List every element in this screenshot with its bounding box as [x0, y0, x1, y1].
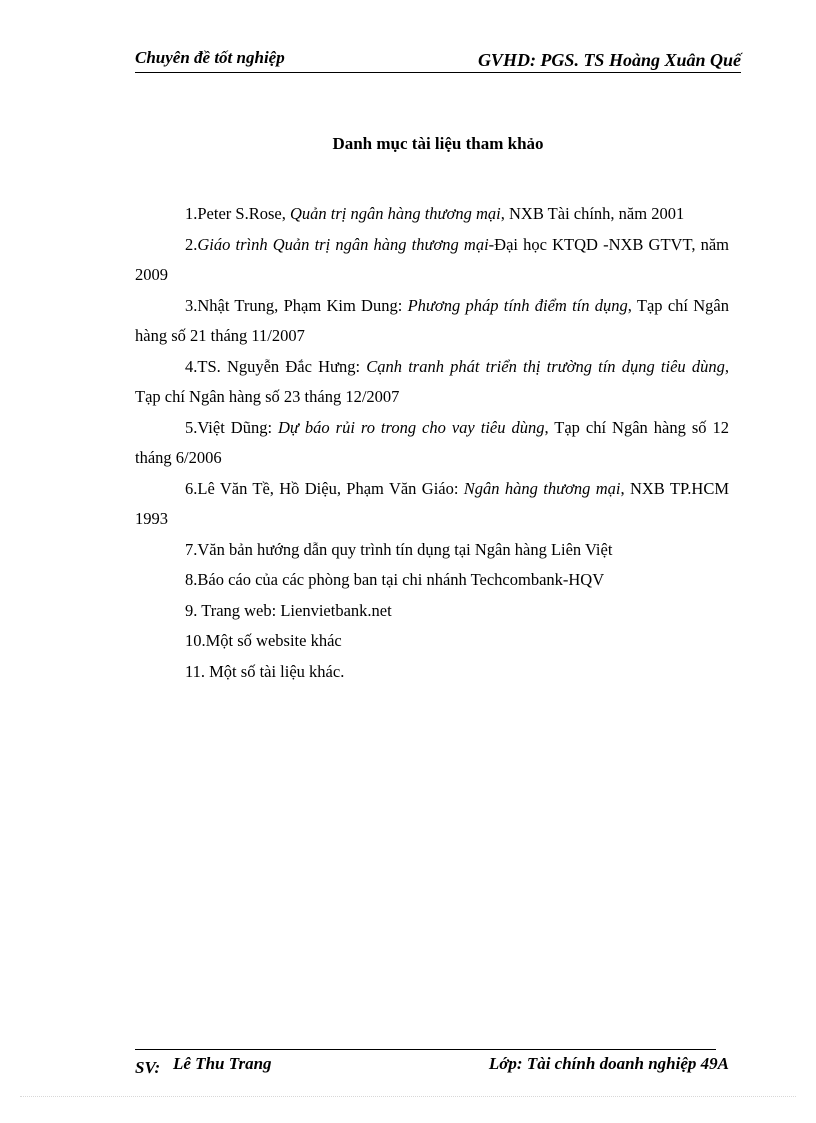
- footer-student-name: Lê Thu Trang: [173, 1054, 272, 1073]
- header-thesis-title: Chuyên đề tốt nghiệp: [135, 48, 285, 67]
- reference-item: 2.Giáo trình Quản trị ngân hàng thương mại-Đại học KTQD -NXB GTVT, năm 2009: [135, 234, 729, 284]
- reference-list: [135, 199, 729, 687]
- page-bottom-border: [20, 1096, 796, 1097]
- reference-item: 8.Báo cáo của các phòng ban tại chi nhánh Techcombank-HQV: [185, 570, 605, 589]
- page-title: Danh mục tài liệu tham khảo: [332, 134, 544, 153]
- reference-item: 9. Trang web: Lienvietbank.net: [185, 600, 392, 620]
- reference-item: 7.Văn bản hướng dẫn quy trình tín dụng tại Ngân hàng Liên Việt: [185, 539, 613, 559]
- reference-item: 5.Việt Dũng: Dự báo rủi ro trong cho vay tiêu dùng, Tạp chí Ngân hàng số 12 tháng 6/2006: [135, 417, 729, 467]
- header-supervisor: GVHD: PGS. TS Hoàng Xuân Quế: [477, 50, 741, 70]
- page-footer: [135, 1052, 729, 1080]
- reference-item: 3.Nhật Trung, Phạm Kim Dung: Phương pháp tính điểm tín dụng, Tạp chí Ngân hàng số 21 tháng 11/2007: [135, 295, 730, 345]
- reference-item: 4.TS. Nguyễn Đắc Hưng: Cạnh tranh phát triển thị trường tín dụng tiêu dùng, Tạp chí Ngân hàng số 23 tháng 12/2007: [135, 356, 729, 406]
- reference-item: 11. Một số tài liệu khác.: [185, 661, 345, 681]
- reference-item: 1.Peter S.Rose, Quản trị ngân hàng thương mại, NXB Tài chính, năm 2001: [185, 204, 685, 223]
- footer-student-label: SV:: [135, 1058, 161, 1077]
- footer-class-info: Lớp: Tài chính doanh nghiệp 49A: [488, 1054, 729, 1073]
- page-header: [135, 46, 741, 73]
- reference-item: 6.Lê Văn Tề, Hồ Diệu, Phạm Văn Giáo: Ngân hàng thương mại, NXB TP.HCM 1993: [135, 478, 730, 528]
- reference-item: 10.Một số website khác: [185, 631, 342, 650]
- footer-divider: [135, 1049, 716, 1050]
